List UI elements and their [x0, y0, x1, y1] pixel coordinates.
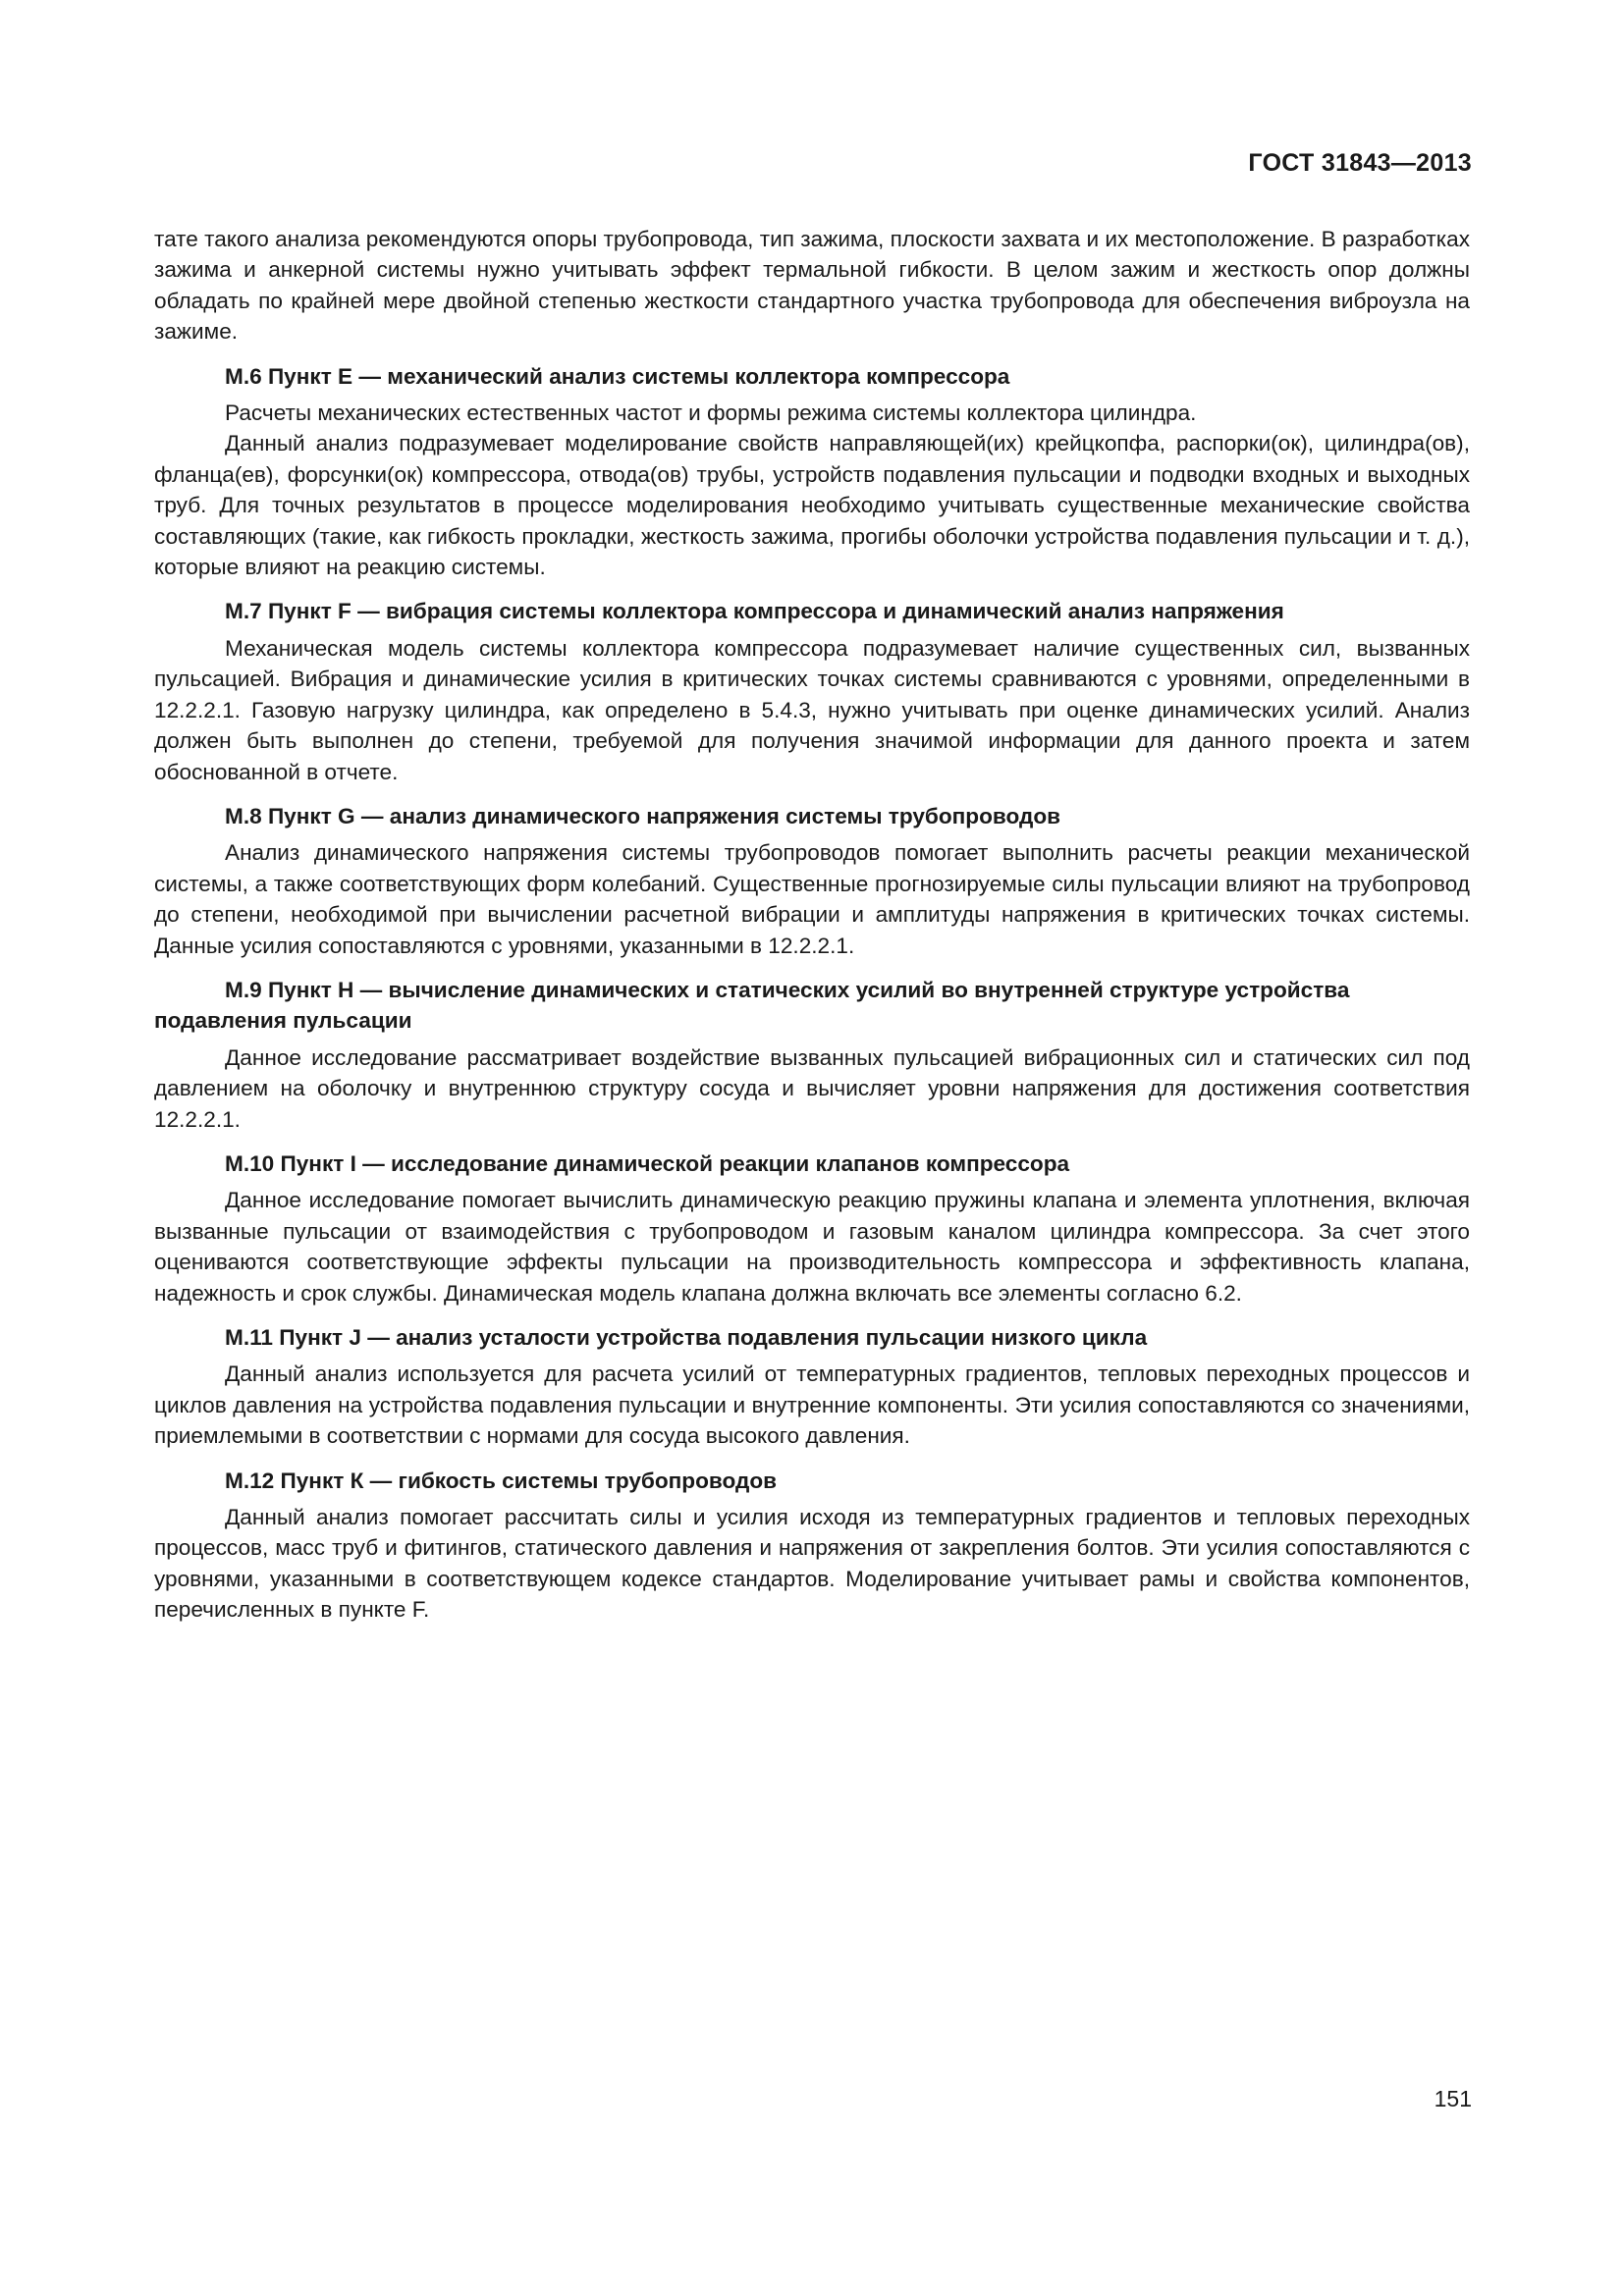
section-m10: [154, 1148, 1470, 1308]
page-number: 151: [1434, 2086, 1472, 2111]
section-m9: [154, 975, 1470, 1135]
document-body: [154, 224, 1470, 1626]
section-paragraph: Данный анализ помогает рассчитать силы и усилия исходя из температурных градиентов и тепловых переходных процессов, масс труб и фитингов, статического давления и напряжения от закрепления болтов. Эти усилия сопоставляются с уровнями, указанными в соответствующем кодексе стандартов. Моделирование учитывает рамы и свойства компонентов, перечисленных в пункте F.: [154, 1505, 1470, 1623]
section-paragraph: Анализ динамического напряжения системы трубопроводов помогает выполнить расчеты реакции механической системы, а также соответствующих форм колебаний. Существенные прогнозируемые силы пульсации влияют на трубопровод до степени, необходимой при вычислении расчетной вибрации и амплитуды напряжения в критических точках системы. Данные усилия сопоставляются с уровнями, указанными в 12.2.2.1.: [154, 840, 1470, 958]
section-paragraph: Данный анализ подразумевает моделирование свойств направляющей(их) крейцкопфа, распорки(ок), цилиндра(ов), фланца(ев), форсунки(ок) компрессора, отвода(ов) трубы, устройств подавления пульсации и подводки входных и выходных труб. Для точных результатов в процессе моделирования необходимо учитывать существенные механические свойства составляющих (такие, как гибкость прокладки, жесткость зажима, прогибы оболочки устройства подавления пульсации и т. д.), которые влияют на реакцию системы.: [154, 431, 1470, 580]
section-paragraph: Данное исследование помогает вычислить динамическую реакцию пружины клапана и элемента уплотнения, включая вызванные пульсации от взаимодействия с трубопроводом и газовым каналом цилиндра компрессора. За счет этого оцениваются соответствующие эффекты пульсации на производительность компрессора и эффективность клапана, надежность и срок службы. Динамическая модель клапана должна включать все элементы согласно 6.2.: [154, 1188, 1470, 1306]
intro-paragraph: тате такого анализа рекомендуются опоры трубопровода, тип зажима, плоскости захвата и их местоположение. В разработках зажима и анкерной системы нужно учитывать эффект термальной гибкости. В целом зажим и жесткость опор должны обладать по крайней мере двойной степенью жесткости стандартного участка трубопровода для обеспечения виброузла на зажиме.: [154, 227, 1470, 345]
section-paragraph: Данный анализ используется для расчета усилий от температурных градиентов, тепловых переходных процессов и циклов давления на устройства подавления пульсации и внутренние компоненты. Эти усилия сопоставляются со значениями, приемлемыми в соответствии с нормами для сосуда высокого давления.: [154, 1362, 1470, 1449]
document-id: ГОСТ 31843—2013: [1248, 149, 1472, 177]
section-heading: М.12 Пункт К — гибкость системы трубопроводов: [225, 1468, 778, 1493]
section-heading: М.6 Пункт Е — механический анализ системы коллектора компрессора: [225, 363, 1010, 389]
section-heading: М.11 Пункт J — анализ усталости устройства подавления пульсации низкого цикла: [225, 1325, 1148, 1350]
section-heading: М.7 Пункт F — вибрация системы коллектора компрессора и динамический анализ напряжения: [225, 599, 1284, 624]
section-m12: [154, 1466, 1470, 1626]
section-heading: М.8 Пункт G — анализ динамического напряжения системы трубопроводов: [225, 803, 1061, 828]
section-paragraph: Расчеты механических естественных частот и формы режима системы коллектора цилиндра.: [225, 400, 1197, 426]
section-m7: [154, 596, 1470, 786]
section-paragraph: Данное исследование рассматривает воздействие вызванных пульсацией вибрационных сил и статических сил под давлением на оболочку и внутреннюю структуру сосуда и вычисляет уровни напряжения для достижения соответствия 12.2.2.1.: [154, 1044, 1470, 1132]
section-paragraph: Механическая модель системы коллектора компрессора подразумевает наличие существенных сил, вызванных пульсацией. Вибрация и динамические усилия в критических точках системы сравниваются с уровнями, определенными в 12.2.2.1. Газовую нагрузку цилиндра, как определено в 5.4.3, нужно учитывать при оценке динамических усилий. Анализ должен быть выполнен до степени, требуемой для получения значимой информации для данного проекта и затем обоснованной в отчете.: [154, 635, 1470, 784]
section-m8: [154, 801, 1470, 961]
section-heading: М.10 Пункт I — исследование динамической реакции клапанов компрессора: [225, 1150, 1070, 1176]
section-heading: М.9 Пункт Н — вычисление динамических и статических усилий во внутренней структуре устройства подавления пульсации: [154, 977, 1350, 1034]
section-m6: [154, 361, 1470, 583]
section-m11: [154, 1322, 1470, 1452]
